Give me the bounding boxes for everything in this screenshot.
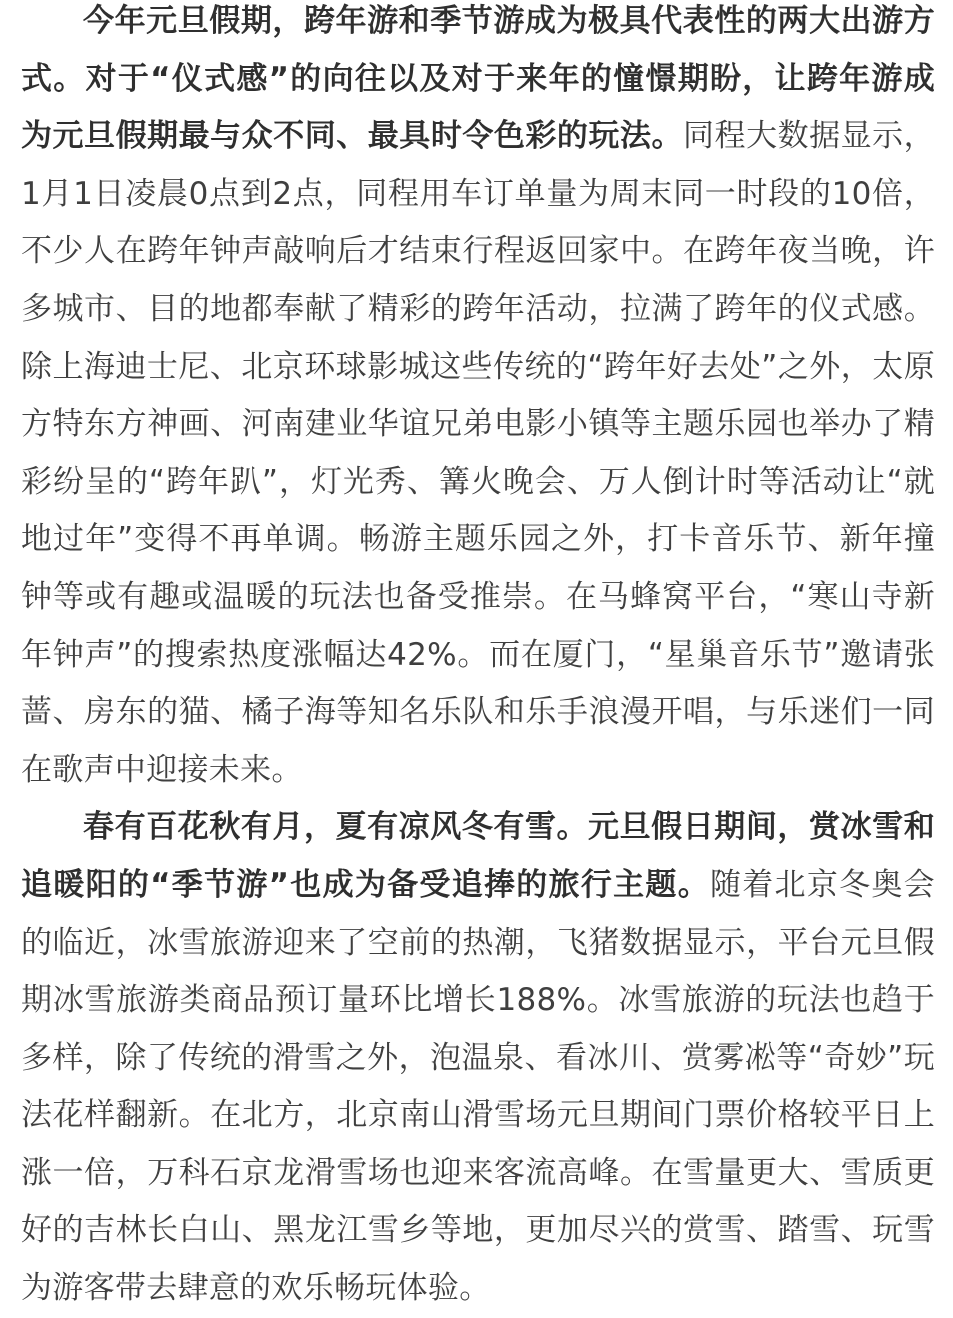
paragraph-body-text: 随着北京冬奥会的临近，冰雪旅游迎来了空前的热潮，飞猪数据显示，平台元旦假期冰雪旅游类商品预订量环比增长188%。冰雪旅游的玩法也趋于多样，除了传统的滑雪之外，泡温泉、看冰川、赏雾凇等“奇妙”玩法花样翻新。在北方，北京南山滑雪场元旦期间门票价格较平日上涨一倍，万科石京龙滑雪场也迎来客流高峰。在雪量更大、雪质更好的吉林长白山、黑龙江雪乡等地，更加尽兴的赏雪、踏雪、玩雪为游客带去肆意的欢乐畅玩体验。 [21, 866, 935, 1307]
paragraph-lead-bold: 春有百花秋有月，夏有凉风冬有雪。元旦假日期间，赏冰雪和追暖阳的“季节游”也成为备受追捧的旅行主题。 [21, 809, 935, 903]
paragraph-lead-bold: 今年元旦假期，跨年游和季节游成为极具代表性的两大出游方式。对于“仪式感”的向往以及对于来年的憧憬期盼，让跨年游成为元旦假期最与众不同、最具时令色彩的玩法。 [21, 3, 935, 155]
paragraph-body-text: 同程大数据显示，1月1日凌晨0点到2点，同程用车订单量为周末同一时段的10倍，不少人在跨年钟声敲响后才结束行程返回家中。在跨年夜当晚，许多城市、目的地都奉献了精彩的跨年活动，拉满了跨年的仪式感。除上海迪士尼、北京环球影城这些传统的“跨年好去处”之外，太原方特东方神画、河南建业华谊兄弟电影小镇等主题乐园也举办了精彩纷呈的“跨年趴”，灯光秀、篝火晚会、万人倒计时等活动让“就地过年”变得不再单调。畅游主题乐园之外，打卡音乐节、新年撞钟等或有趣或温暖的玩法也备受推崇。在马蜂窝平台，“寒山寺新年钟声”的搜索热度涨幅达42%。而在厦门，“星巢音乐节”邀请张蔷、房东的猫、橘子海等知名乐队和乐手浪漫开唱，与乐迷们一同在歌声中迎接未来。 [21, 118, 935, 788]
paragraph-seasonal-travel [21, 799, 935, 1317]
paragraph-cross-year-travel [21, 0, 935, 799]
